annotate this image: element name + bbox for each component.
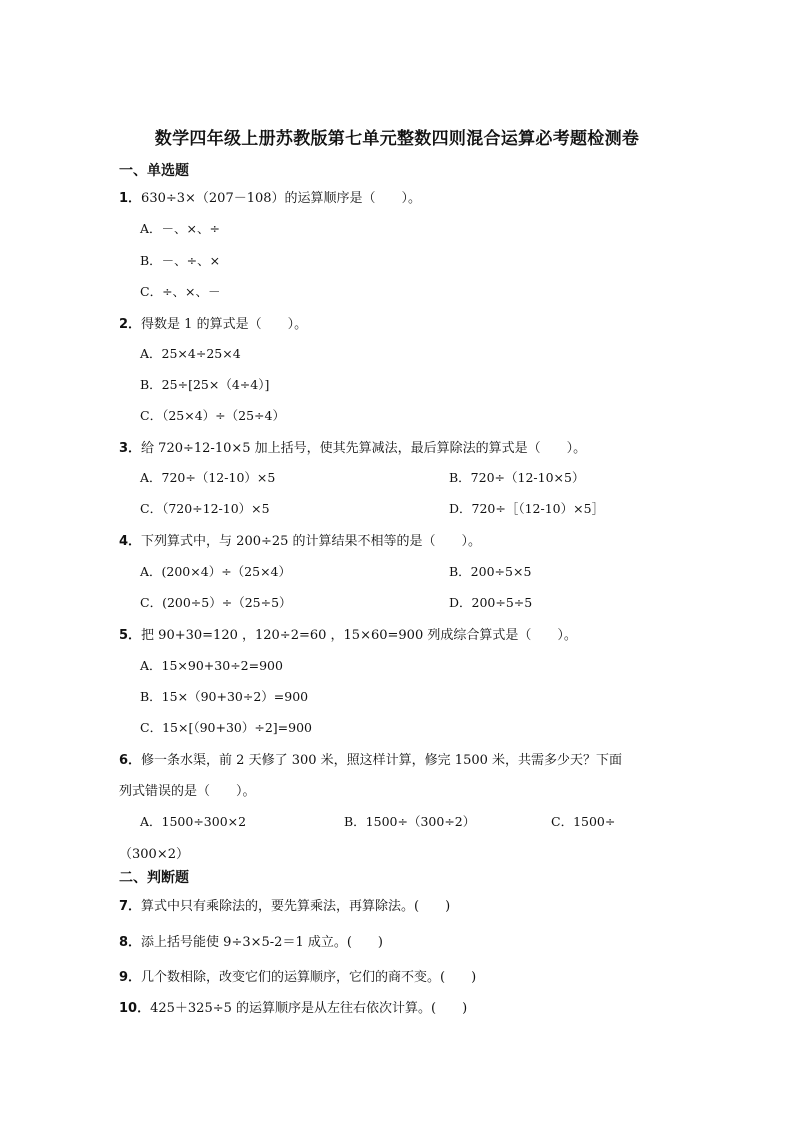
question-text: 把 90+30=120 ，120÷2=60 ，15×60=900 列成综合算式是（ ）。 xyxy=(141,628,577,643)
question-10 xyxy=(119,997,467,1016)
question-number: 4． xyxy=(119,534,142,549)
question-2 xyxy=(119,313,307,332)
option-6c[interactable]: C．1500÷ xyxy=(551,814,616,829)
question-1 xyxy=(119,187,421,206)
question-number: 8． xyxy=(119,935,142,950)
question-number: 1． xyxy=(119,191,142,206)
section-heading-single-choice: 一、单选题 xyxy=(119,163,189,179)
option-3c[interactable]: C．（720÷12-10）×5 xyxy=(140,501,270,516)
question-number: 5． xyxy=(119,628,142,643)
question-text: 算式中只有乘除法的，要先算乘法，再算除法。( ) xyxy=(141,899,451,914)
section-heading-true-false: 二、判断题 xyxy=(119,870,189,886)
question-3 xyxy=(119,437,586,456)
option-3d[interactable]: D．720÷［（12-10）×5］ xyxy=(449,501,605,516)
question-number: 2． xyxy=(119,317,142,332)
option-1c[interactable]: C．÷、×、－ xyxy=(140,284,221,299)
question-8 xyxy=(119,931,383,950)
option-3b[interactable]: B．720÷（12-10×5） xyxy=(449,470,585,485)
option-2c[interactable]: C．（25×4）÷（25÷4） xyxy=(140,408,285,423)
question-number: 10． xyxy=(119,1001,151,1016)
option-1b[interactable]: B．－、÷、× xyxy=(140,253,221,268)
question-5 xyxy=(119,624,577,643)
option-6b[interactable]: B．1500÷（300÷2） xyxy=(344,814,476,829)
question-number: 7． xyxy=(119,899,142,914)
question-text: 下列算式中，与 200÷25 的计算结果不相等的是（ ）。 xyxy=(141,534,482,549)
question-text: 修一条水渠，前 2 天修了 300 米，照这样计算，修完 1500 米，共需多少天？下面 xyxy=(141,753,623,768)
question-number: 9． xyxy=(119,970,142,985)
question-6-continuation: 列式错误的是（ ）。 xyxy=(119,784,256,799)
question-4 xyxy=(119,530,481,549)
option-6a[interactable]: A．1500÷300×2 xyxy=(140,814,247,829)
option-2a[interactable]: A．25×4÷25×4 xyxy=(140,346,241,361)
option-5a[interactable]: A．15×90+30÷2=900 xyxy=(140,658,283,673)
question-9 xyxy=(119,966,476,985)
question-number: 6． xyxy=(119,753,142,768)
option-2b[interactable]: B．25÷[25×（4÷4）] xyxy=(140,377,270,392)
option-4c[interactable]: C．(200÷5）÷（25÷5） xyxy=(140,595,292,610)
question-text: 630÷3×（207－108）的运算顺序是（ ）。 xyxy=(141,191,422,206)
option-3a[interactable]: A．720÷（12-10）×5 xyxy=(140,470,276,485)
option-4b[interactable]: B．200÷5×5 xyxy=(449,564,532,579)
question-7 xyxy=(119,895,450,914)
option-4a[interactable]: A．(200×4）÷（25×4） xyxy=(140,564,291,579)
question-6 xyxy=(119,749,622,768)
option-4d[interactable]: D．200÷5÷5 xyxy=(449,595,533,610)
page-title: 数学四年级上册苏教版第七单元整数四则混合运算必考题检测卷 xyxy=(154,129,640,149)
option-1a[interactable]: A．－、×、÷ xyxy=(140,221,220,236)
question-text: 添上括号能使 9÷3×5-2＝1 成立。( ) xyxy=(141,935,383,950)
question-text: 425＋325÷5 的运算顺序是从左往右依次计算。( ) xyxy=(150,1001,468,1016)
option-5c[interactable]: C．15×[（90+30）÷2]=900 xyxy=(140,720,312,735)
option-5b[interactable]: B．15×（90+30÷2）=900 xyxy=(140,689,309,704)
question-number: 3． xyxy=(119,441,142,456)
question-text: 几个数相除，改变它们的运算顺序，它们的商不变。( ) xyxy=(141,970,477,985)
option-6c-continuation: （300×2） xyxy=(119,847,189,862)
question-text: 得数是 1 的算式是（ ）。 xyxy=(141,317,308,332)
question-text: 给 720÷12-10×5 加上括号，使其先算减法，最后算除法的算式是（ ）。 xyxy=(141,441,587,456)
